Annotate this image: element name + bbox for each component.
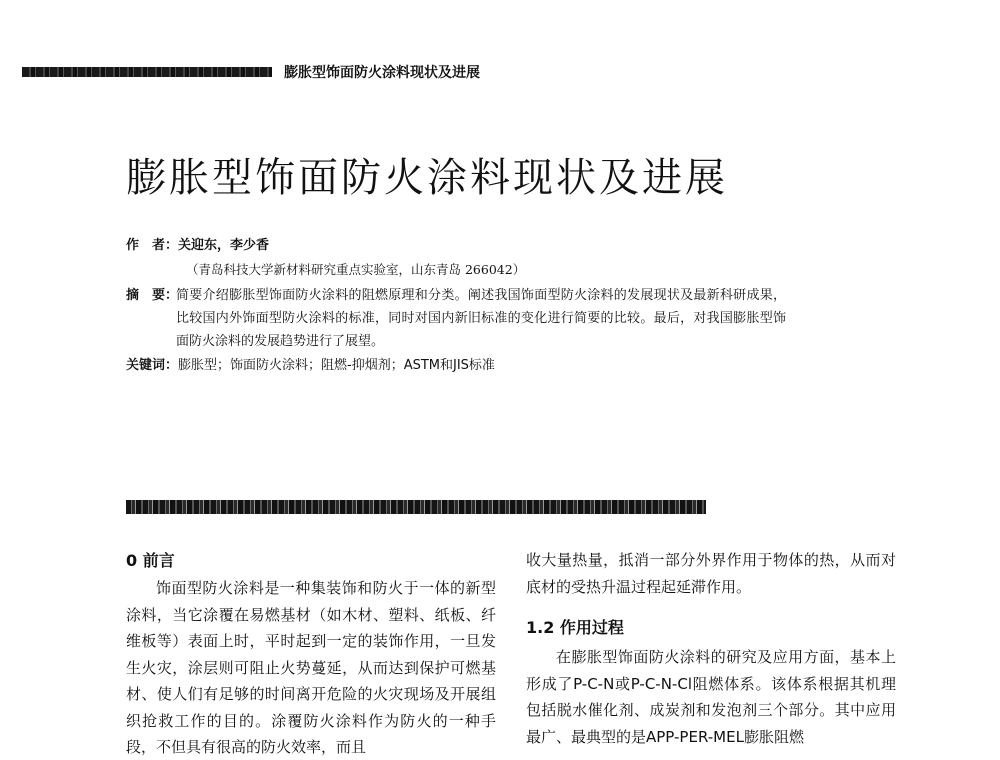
author-affiliation: （青岛科技大学新材料研究重点实验室，山东青岛 266042）: [186, 262, 526, 277]
abstract-block: [126, 284, 786, 353]
header-decorative-bar: [22, 67, 272, 77]
abstract-text: 简要介绍膨胀型饰面防火涂料的阻燃原理和分类。阐述我国饰面型防火涂料的发展现状及最新科研成果，比较国内外饰面型防火涂料的标准，同时对国内新旧标准的变化进行简要的比较。最后，对我国膨胀型饰面防火涂料的发展趋势进行了展望。: [176, 288, 786, 349]
continuation-paragraph: 收大量热量，抵消一部分外界作用于物体的热，从而对底材的受热升温过程起延滞作用。: [526, 551, 896, 596]
keywords-line: [126, 356, 495, 376]
abstract-label: 摘 要：: [126, 288, 179, 303]
running-header-title: 膨胀型饰面防火涂料现状及进展: [284, 65, 480, 81]
authors-line: [126, 236, 269, 256]
section-heading-intro: 0 前言: [126, 551, 175, 570]
page-title: 膨胀型饰面防火涂料现状及进展: [126, 155, 728, 201]
intro-paragraph: 饰面型防火涂料是一种集装饰和防火于一体的新型涂料，当它涂覆在易燃基材（如木材、塑料、纸板、纤维板等）表面上时，平时起到一定的装饰作用，一旦发生火灾，涂层则可阻止火势蔓延，从而达到保护可燃基材、使人们有足够的时间离开危险的火灾现场及开展组织抢救工作的目的。涂覆防火涂料作为防火的一种手段，不但具有很高的防火效率，而且: [126, 579, 496, 756]
body-column-right: [526, 547, 896, 750]
section-divider: [126, 500, 706, 514]
keywords-label: 关键词：: [126, 358, 179, 373]
section-heading-process: 1.2 作用过程: [526, 618, 624, 637]
authors-names: 关迎东，李少香: [178, 238, 270, 253]
authors-label: 作 者：: [126, 238, 179, 253]
keywords-text: 膨胀型；饰面防火涂料；阻燃-抑烟剂；ASTM和JIS标准: [178, 358, 495, 373]
body-column-left: [126, 547, 496, 760]
process-paragraph: 在膨胀型饰面防火涂料的研究及应用方面，基本上形成了P-C-N或P-C-N-Cl阻燃体系。该体系根据其机理包括脱水催化剂、成炭剂和发泡剂三个部分。其中应用最广、最典型的是APP-PER-MEL膨胀阻燃: [526, 648, 896, 746]
